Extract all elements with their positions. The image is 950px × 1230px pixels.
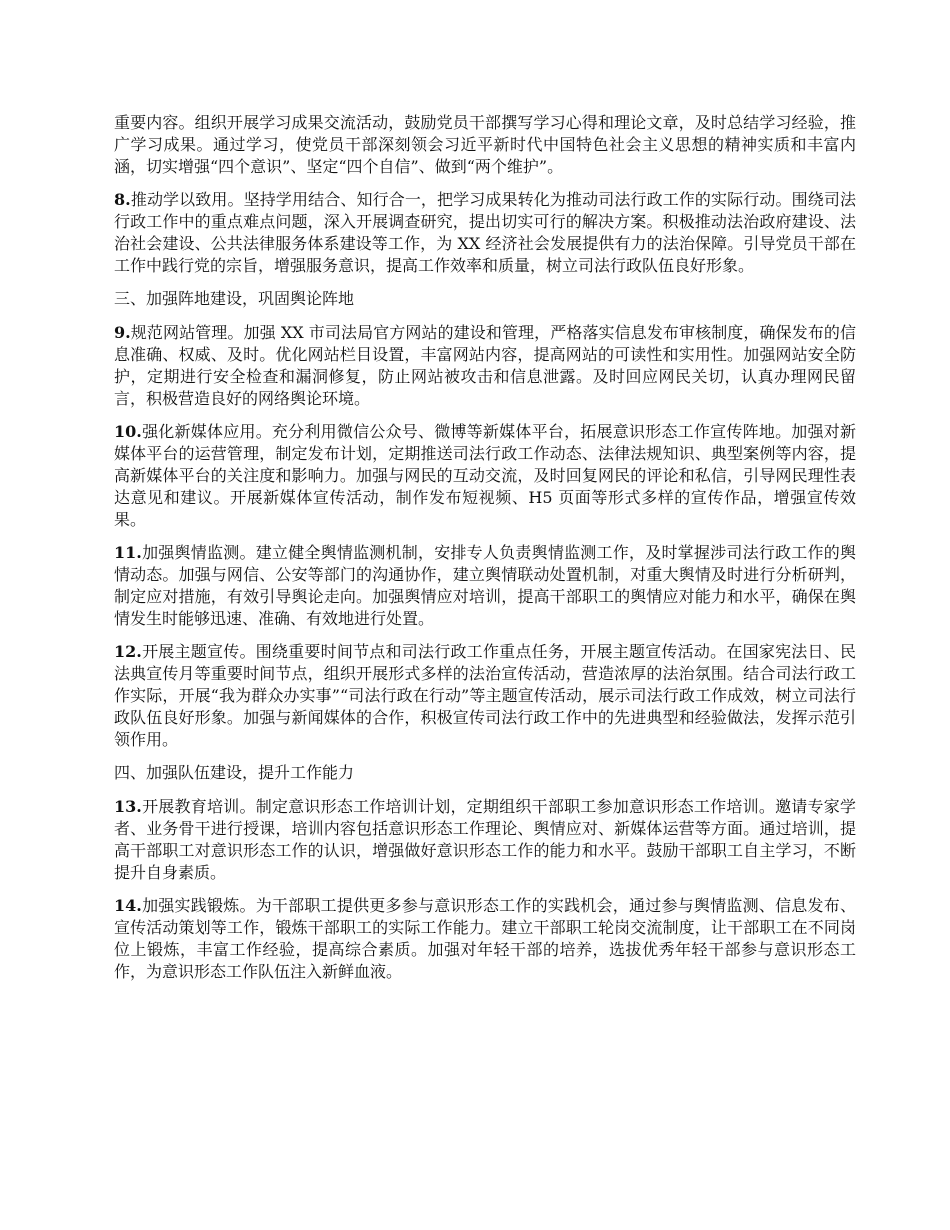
heading-text: 四、加强队伍建设，提升工作能力	[114, 763, 355, 782]
paragraph-text: 加强实践锻炼。为干部职工提供更多参与意识形态工作的实践机会，通过参与舆情监测、信息发布、宣传活动策划等工作，锻炼干部职工的实际工作能力。建立干部职工轮岗交流制度，让干部职工在不同岗位上锻炼，丰富工作经验，提高综合素质。加强对年轻干部的培养，选拔优秀年轻干部参与意识形态工作，为意识形态工作队伍注入新鲜血液。	[114, 896, 856, 981]
item-number: 14.	[114, 896, 142, 915]
paragraph-item-13	[114, 796, 856, 884]
paragraph-text: 重要内容。组织开展学习成果交流活动，鼓励党员干部撰写学习心得和理论文章，及时总结学习经验，推广学习成果。通过学习，使党员干部深刻领会习近平新时代中国特色社会主义思想的精神实质和丰富内涵，切实增强“四个意识”、坚定“四个自信”、做到“两个维护”。	[114, 113, 856, 176]
document-page	[114, 112, 856, 994]
paragraph-text: 开展主题宣传。围绕重要时间节点和司法行政工作重点任务，开展主题宣传活动。在国家宪法日、民法典宣传月等重要时间节点，组织开展形式多样的法治宣传活动，营造浓厚的法治氛围。结合司法行政工作实际，开展“我为群众办实事”“司法行政在行动”等主题宣传活动，展示司法行政工作成效，树立司法行政队伍良好形象。加强与新闻媒体的合作，积极宣传司法行政工作中的先进典型和经验做法，发挥示范引领作用。	[114, 642, 856, 749]
paragraph-continuation	[114, 112, 856, 178]
item-number: 11.	[114, 543, 142, 562]
paragraph-text: 开展教育培训。制定意识形态工作培训计划，定期组织干部职工参加意识形态工作培训。邀请专家学者、业务骨干进行授课，培训内容包括意识形态工作理论、舆情应对、新媒体运营等方面。通过培训，提高干部职工对意识形态工作的认识，增强做好意识形态工作的能力和水平。鼓励干部职工自主学习，不断提升自身素质。	[114, 797, 856, 882]
paragraph-text: 加强舆情监测。建立健全舆情监测机制，安排专人负责舆情监测工作，及时掌握涉司法行政工作的舆情动态。加强与网信、公安等部门的沟通协作，建立舆情联动处置机制，对重大舆情及时进行分析研判，制定应对措施，有效引导舆论走向。加强舆情应对培训，提高干部职工的舆情应对能力和水平，确保在舆情发生时能够迅速、准确、有效地进行处置。	[114, 543, 856, 628]
paragraph-text: 强化新媒体应用。充分利用微信公众号、微博等新媒体平台，拓展意识形态工作宣传阵地。加强对新媒体平台的运营管理，制定发布计划，定期推送司法行政工作动态、法律法规知识、典型案例等内容，提高新媒体平台的关注度和影响力。加强与网民的互动交流，及时回复网民的评论和私信，引导网民理性表达意见和建议。开展新媒体宣传活动，制作发布短视频、H5 页面等形式多样的宣传作品，增强宣传效果。	[114, 422, 856, 529]
item-number: 9.	[114, 323, 131, 342]
paragraph-item-12	[114, 641, 856, 751]
paragraph-item-8	[114, 189, 856, 277]
section-heading-4	[114, 762, 856, 784]
item-number: 13.	[114, 797, 142, 816]
paragraph-text: 推动学以致用。坚持学用结合、知行合一，把学习成果转化为推动司法行政工作的实际行动。围绕司法行政工作中的重点难点问题，深入开展调查研究，提出切实可行的解决方案。积极推动法治政府建设、法治社会建设、公共法律服务体系建设等工作，为 XX 经济社会发展提供有力的法治保障。引导党员干部在工作中践行党的宗旨，增强服务意识，提高工作效率和质量，树立司法行政队伍良好形象。	[114, 190, 856, 275]
item-number: 12.	[114, 642, 142, 661]
item-number: 10.	[114, 422, 142, 441]
item-number: 8.	[114, 190, 131, 209]
paragraph-item-14	[114, 895, 856, 983]
section-heading-3	[114, 288, 856, 310]
heading-text: 三、加强阵地建设，巩固舆论阵地	[114, 289, 355, 308]
paragraph-item-9	[114, 322, 856, 410]
paragraph-text: 规范网站管理。加强 XX 市司法局官方网站的建设和管理，严格落实信息发布审核制度，确保发布的信息准确、权威、及时。优化网站栏目设置，丰富网站内容，提高网站的可读性和实用性。加强网站安全防护，定期进行安全检查和漏洞修复，防止网站被攻击和信息泄露。及时回应网民关切，认真办理网民留言，积极营造良好的网络舆论环境。	[114, 323, 856, 408]
paragraph-item-11	[114, 542, 856, 630]
paragraph-item-10	[114, 421, 856, 531]
